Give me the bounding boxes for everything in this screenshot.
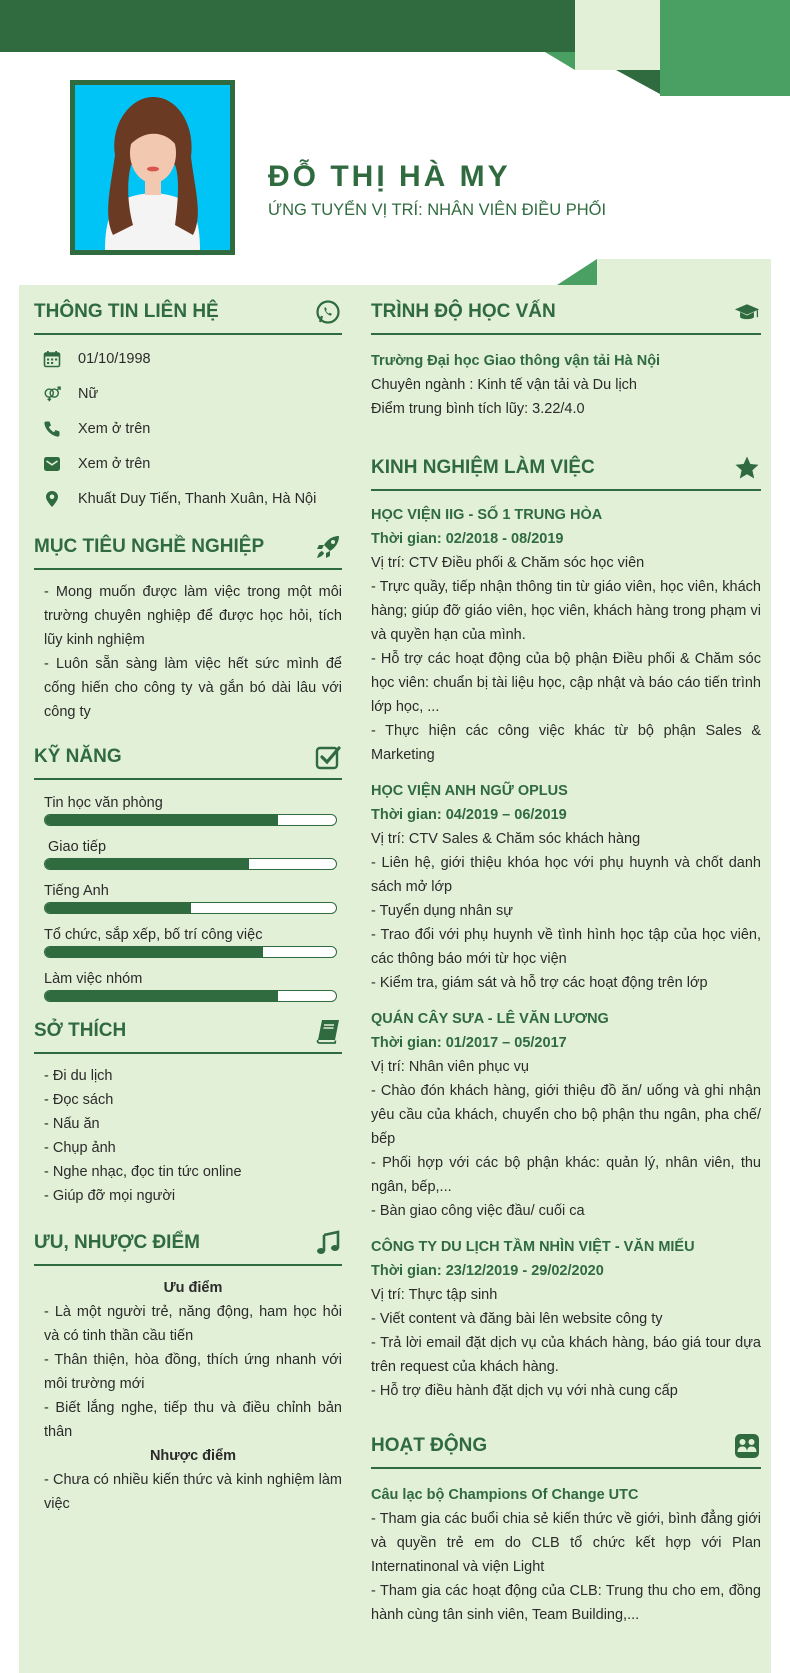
job-line: Vị trí: Thực tập sinh [371, 1287, 498, 1303]
hobby-item: - Giúp đỡ mọi người [44, 1188, 176, 1204]
job-line: - Liên hệ, giới thiệu khóa học với phụ huynh và chốt danh sách mở lớp [371, 855, 761, 895]
pros-item: - Là một người trẻ, năng động, ham học hỏi và có tinh thần cầu tiến [44, 1304, 342, 1344]
experience-title: KINH NGHIỆM LÀM VIỆC [371, 457, 595, 478]
skill-item [44, 882, 342, 914]
graduation-cap-icon [733, 298, 761, 326]
job-line: - Kiểm tra, giám sát và hỗ trợ các hoạt động trên lớp [371, 975, 708, 991]
pros-cons-content [34, 1276, 342, 1516]
contact-text: 01/10/1998 [78, 350, 151, 367]
left-column [34, 295, 342, 1516]
job-entry [371, 1007, 761, 1223]
job-line: - Phối hợp với các bộ phận khác: quản lý, nhân viên, thu ngân, bếp,... [371, 1155, 761, 1195]
job-line: - Hỗ trợ các hoạt động của bộ phận Điều phối & Chăm sóc học viên: chuẩn bị tài liệu học, cập nhật và báo cáo tiến trình lớp học, ... [371, 651, 761, 715]
pros-item: - Biết lắng nghe, tiếp thu và điều chỉnh bản thân [44, 1400, 342, 1440]
contact-text: Nữ [78, 385, 99, 402]
activities-content [371, 1483, 761, 1627]
activity-line: - Tham gia các hoạt động của CLB: Trung thu cho em, đồng hành cùng tân sinh viên, Team Building,... [371, 1583, 761, 1623]
hobbies-title: SỞ THÍCH [34, 1020, 127, 1041]
club-name: Câu lạc bộ Champions Of Change UTC [371, 1487, 639, 1503]
content-triangle [557, 259, 597, 285]
objective-title: MỤC TIÊU NGHỀ NGHIỆP [34, 536, 265, 557]
profile-photo [70, 80, 235, 255]
whatsapp-icon [314, 298, 342, 326]
job-time: Thời gian: 23/12/2019 - 29/02/2020 [371, 1263, 604, 1279]
contact-text: Xem ở trên [78, 420, 151, 437]
job-company: HỌC VIỆN ANH NGỮ OPLUS [371, 783, 568, 799]
education-section-header [371, 295, 761, 335]
job-time: Thời gian: 01/2017 – 05/2017 [371, 1035, 567, 1051]
hobby-item: - Chụp ảnh [44, 1140, 116, 1156]
header-triangle [545, 52, 575, 70]
job-line: - Thực hiện các công việc khác từ bộ phận Sales & Marketing [371, 723, 761, 763]
job-line: Vị trí: Nhân viên phục vụ [371, 1059, 529, 1075]
pros-cons-section-header [34, 1226, 342, 1266]
phone-icon [42, 419, 62, 439]
skill-fill [45, 991, 278, 1001]
major: Chuyên ngành : Kinh tế vận tải và Du lịch [371, 377, 637, 393]
objective-section-header [34, 530, 342, 570]
job-line: - Trao đổi với phụ huynh về tình hình học tập của học viên, các thông báo mới từ học viện [371, 927, 761, 967]
hobby-item: - Đọc sách [44, 1092, 114, 1108]
school-name: Trường Đại học Giao thông vận tải Hà Nội [371, 353, 661, 369]
job-line: - Hỗ trợ điều hành đặt dịch vụ với nhà cung cấp [371, 1383, 678, 1399]
activity-line: - Tham gia các buổi chia sẻ kiến thức về giới, bình đẳng giới và quyền trẻ em do CLB tổ chức kết hợp với Plan Internatinonal và viện Light [371, 1511, 761, 1575]
hobbies-section-header [34, 1014, 342, 1054]
skill-name: Tiếng Anh [44, 883, 109, 899]
applied-position: ỨNG TUYỂN VỊ TRÍ: NHÂN VIÊN ĐIỀU PHỐI [268, 201, 607, 219]
music-icon [314, 1229, 342, 1257]
education-content [371, 349, 761, 421]
header-accent-light [575, 0, 660, 70]
pros-heading: Ưu điểm [163, 1280, 223, 1296]
skill-name: Tin học văn phòng [44, 795, 163, 811]
job-time: Thời gian: 04/2019 – 06/2019 [371, 807, 567, 823]
skill-name: Làm việc nhóm [44, 971, 143, 987]
skill-fill [45, 815, 278, 825]
job-entry [371, 779, 761, 995]
skill-item [44, 970, 342, 1002]
contact-phone [34, 411, 342, 446]
activities-section-header [371, 1429, 761, 1469]
check-square-icon [314, 743, 342, 771]
job-line: - Trực quầy, tiếp nhận thông tin từ giáo viên, học viên, khách hàng; giúp đỡ giáo viên, học viên, khách hàng trong phạm vi và quyền hạn của mình. [371, 579, 761, 643]
right-column [371, 295, 761, 1627]
contact-email [34, 446, 342, 481]
skill-bar [44, 946, 337, 958]
contact-text: Khuất Duy Tiến, Thanh Xuân, Hà Nội [78, 490, 317, 507]
job-entry [371, 503, 761, 767]
pros-cons-title: ƯU, NHƯỢC ĐIỂM [34, 1232, 200, 1253]
job-line: - Viết content và đăng bài lên website công ty [371, 1311, 663, 1327]
gender-icon [42, 384, 62, 404]
education-title: TRÌNH ĐỘ HỌC VẤN [371, 301, 556, 322]
skill-fill [45, 947, 263, 957]
header-accent-mid [660, 0, 790, 96]
skills-list [34, 794, 342, 1002]
job-company: QUÁN CÂY SƯA - LÊ VĂN LƯƠNG [371, 1011, 609, 1027]
contact-text: Xem ở trên [78, 455, 151, 472]
contact-section-header [34, 295, 342, 335]
skill-fill [45, 903, 191, 913]
pros-item: - Thân thiện, hòa đồng, thích ứng nhanh với môi trường mới [44, 1352, 342, 1392]
job-line: Vị trí: CTV Sales & Chăm sóc khách hàng [371, 831, 641, 847]
skill-item [44, 926, 342, 958]
skill-bar [44, 902, 337, 914]
experience-section-header [371, 451, 761, 491]
skills-title: KỸ NĂNG [34, 746, 122, 767]
map-marker-icon [42, 489, 62, 509]
objective-line: - Luôn sẵn sàng làm việc hết sức mình để cống hiến cho công ty và gắn bó dài lâu với công ty [44, 656, 342, 720]
skill-name: Giao tiếp [44, 839, 107, 855]
candidate-name: ĐỖ THỊ HÀ MY [268, 160, 511, 193]
content-notch [19, 259, 597, 285]
hobby-item: - Đi du lịch [44, 1068, 113, 1084]
group-icon [733, 1432, 761, 1460]
job-line: Vị trí: CTV Điều phối & Chăm sóc học viên [371, 555, 645, 571]
contact-gender [34, 376, 342, 411]
skill-bar [44, 858, 337, 870]
activities-title: HOẠT ĐỘNG [371, 1435, 488, 1456]
book-icon [314, 1017, 342, 1045]
job-entry [371, 1235, 761, 1403]
envelope-icon [42, 454, 62, 474]
skill-bar [44, 990, 337, 1002]
job-line: - Tuyển dụng nhân sự [371, 903, 513, 919]
contact-list [34, 341, 342, 516]
job-company: HỌC VIỆN IIG - SỐ 1 TRUNG HÒA [371, 507, 603, 523]
objective-text [34, 580, 342, 724]
contact-address [34, 481, 342, 516]
contact-birthday [34, 341, 342, 376]
job-line: - Chào đón khách hàng, giới thiệu đồ ăn/ uống và ghi nhận yêu cầu của khách, chuyển cho bộ phận thu ngân, pha chế/ bếp [371, 1083, 761, 1147]
skills-section-header [34, 740, 342, 780]
hobby-item: - Nghe nhạc, đọc tin tức online [44, 1164, 242, 1180]
hobby-item: - Nấu ăn [44, 1116, 100, 1132]
skill-fill [45, 859, 249, 869]
skill-item [44, 838, 342, 870]
calendar-icon [42, 349, 62, 369]
objective-line: - Mong muốn được làm việc trong một môi trường chuyên nghiệp để được học hỏi, tích lũy kinh nghiệm [44, 584, 342, 648]
job-line: - Trả lời email đặt dịch vụ của khách hàng, báo giá tour dựa trên request của khách hàng. [371, 1335, 761, 1375]
skill-name: Tổ chức, sắp xếp, bố trí công việc [44, 927, 263, 943]
skill-bar [44, 814, 337, 826]
rocket-icon [314, 533, 342, 561]
hobbies-list [34, 1064, 342, 1208]
star-icon [733, 454, 761, 482]
header-triangle [616, 70, 660, 94]
job-time: Thời gian: 02/2018 - 08/2019 [371, 531, 564, 547]
job-company: CÔNG TY DU LỊCH TẦM NHÌN VIỆT - VĂN MIẾU [371, 1239, 695, 1255]
gpa: Điểm trung bình tích lũy: 3.22/4.0 [371, 401, 585, 417]
skill-item [44, 794, 342, 826]
job-line: - Bàn giao công việc đầu/ cuối ca [371, 1203, 585, 1219]
contact-title: THÔNG TIN LIÊN HỆ [34, 301, 219, 322]
cons-heading: Nhược điểm [149, 1448, 237, 1464]
cons-item: - Chưa có nhiều kiến thức và kinh nghiệm làm việc [44, 1472, 342, 1512]
